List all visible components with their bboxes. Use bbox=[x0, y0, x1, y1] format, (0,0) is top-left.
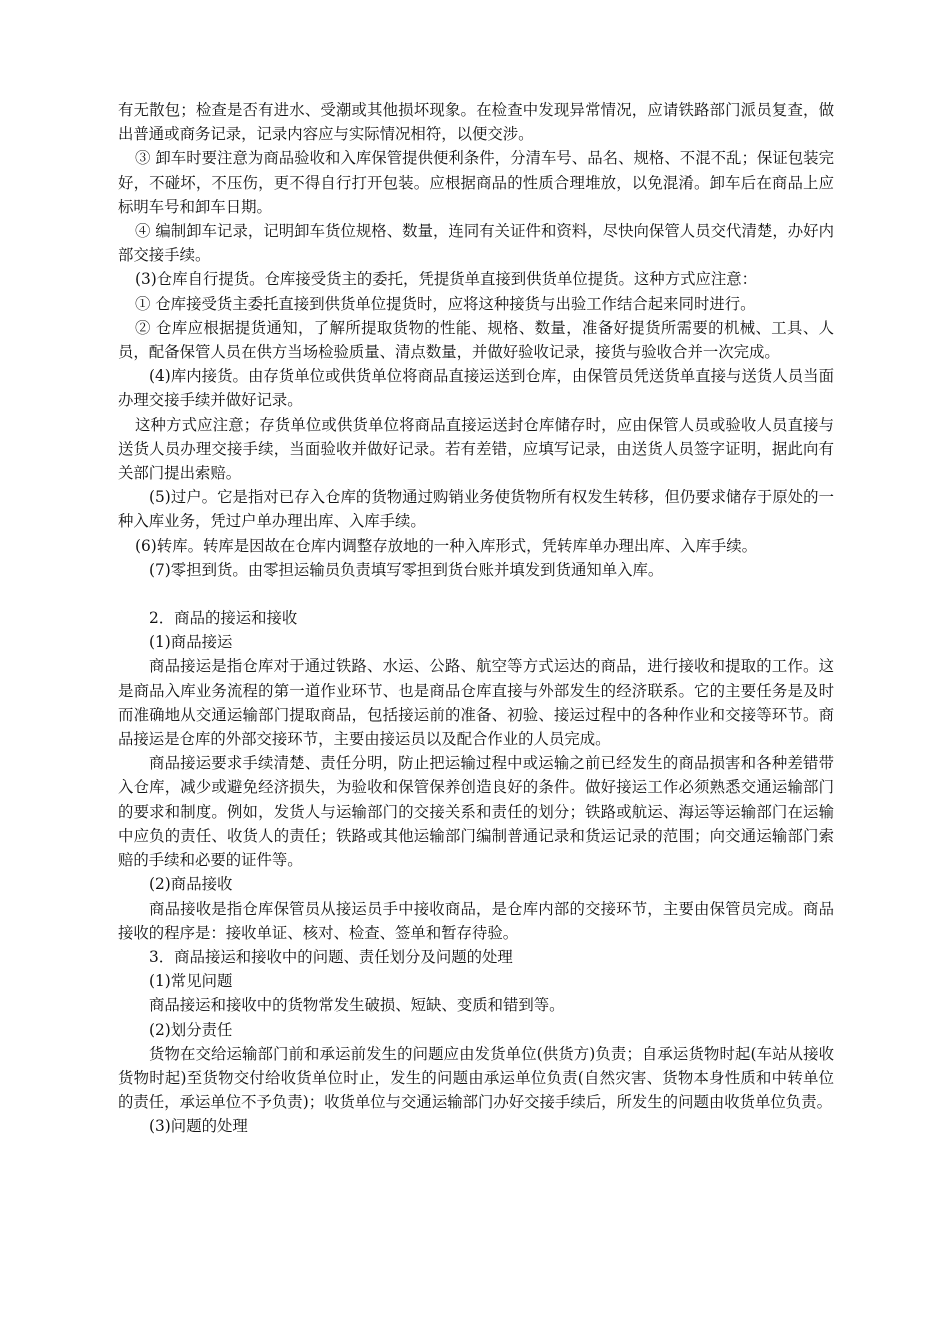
paragraph: (3)仓库自行提货。仓库接受货主的委托，凭提货单直接到供货单位提货。这种方式应注意： bbox=[135, 270, 758, 289]
subsection-heading: (1)商品接运 bbox=[149, 633, 233, 652]
paragraph: (6)转库。转库是因故在仓库内调整存放地的一种入库形式，凭转库单办理出库、入库手续。 bbox=[135, 536, 758, 555]
paragraph: (4)库内接货。由存货单位或供货单位将商品直接运送到仓库，由保管员凭送货单直接与送货人员当面办理交接手续并做好记录。 bbox=[118, 367, 834, 410]
paragraph: (7)零担到货。由零担运输员负责填写零担到货台账并填发到货通知单入库。 bbox=[149, 560, 664, 579]
paragraph-spacer bbox=[118, 582, 834, 606]
paragraph: 这种方式应注意；存货单位或供货单位将商品直接运送封仓库储存时，应由保管人员或验收人员直接与送货人员办理交接手续，当面验收并做好记录。若有差错，应填写记录，由送货人员签字证明，据此向有关部门提出索赔。 bbox=[118, 415, 834, 483]
section-heading: 2．商品的接运和接收 bbox=[149, 609, 298, 628]
paragraph: ① 仓库接受货主委托直接到供货单位提货时，应将这种接货与出验工作结合起来同时进行。 bbox=[135, 294, 756, 313]
paragraph: 商品接运要求手续清楚、责任分明，防止把运输过程中或运输之前已经发生的商品损害和各种差错带入仓库，减少或避免经济损失，为验收和保管保养创造良好的条件。做好接运工作必须熟悉交通运输部门的要求和制度。例如，发货人与运输部门的交接关系和责任的划分；铁路或航运、海运等运输部门在运输中应负的责任、收货人的责任；铁路或其他运输部门编制普通记录和货运记录的范围；向交通运输部门索赔的手续和必要的证件等。 bbox=[118, 754, 834, 870]
paragraph: 商品接收是指仓库保管员从接运员手中接收商品，是仓库内部的交接环节，主要由保管员完成。商品接收的程序是：接收单证、核对、检查、签单和暂存待验。 bbox=[118, 899, 834, 942]
paragraph: ② 仓库应根据提货通知，了解所提取货物的性能、规格、数量，准备好提货所需要的机械、工具、人员，配备保管人员在供方当场检验质量、清点数量，并做好验收记录，接货与验收合并一次完成。 bbox=[118, 318, 834, 362]
paragraph: 货物在交给运输部门前和承运前发生的问题应由发货单位(供货方)负责；自承运货物时起(车站从接收货物时起)至货物交付给收货单位时止，发生的问题由承运单位负责(自然灾害、货物本身性质和中转单位的责任，承运单位不予负责)；收货单位与交通运输部门办好交接手续后，所发生的问题由收货单位负责。 bbox=[118, 1044, 834, 1112]
paragraph: 商品接运和接收中的货物常发生破损、短缺、变质和错到等。 bbox=[149, 996, 565, 1015]
paragraph: 商品接运是指仓库对于通过铁路、水运、公路、航空等方式运达的商品，进行接收和提取的工作。这是商品入库业务流程的第一道作业环节、也是商品仓库直接与外部发生的经济联系。它的主要任务是及时而准确地从交通运输部门提取商品，包括接运前的准备、初验、接运过程中的各种作业和交接等环节。商品接运是仓库的外部交接环节，主要由接运员以及配合作业的人员完成。 bbox=[118, 657, 834, 749]
subsection-heading: (1)常见问题 bbox=[149, 972, 233, 991]
subsection-heading: (2)划分责任 bbox=[149, 1020, 233, 1039]
subsection-heading: (2)商品接收 bbox=[149, 875, 233, 894]
paragraph: ④ 编制卸车记录，记明卸车货位规格、数量，连同有关证件和资料，尽快向保管人员交代清楚，办好内部交接手续。 bbox=[118, 222, 834, 265]
paragraph: ③ 卸车时要注意为商品验收和入库保管提供便利条件，分清车号、品名、规格、不混不乱；保证包装完好，不碰坏，不压伤，更不得自行打开包装。应根据商品的性质合理堆放，以免混淆。卸车后在商品上应标明车号和卸车日期。 bbox=[118, 149, 834, 216]
subsection-heading: (3)问题的处理 bbox=[149, 1117, 248, 1136]
paragraph: (5)过户。它是指对已存入仓库的货物通过购销业务使货物所有权发生转移，但仍要求储存于原处的一种入库业务，凭过户单办理出库、入库手续。 bbox=[118, 488, 834, 531]
paragraph: 有无散包；检查是否有进水、受潮或其他损坏现象。在检查中发现异常情况，应请铁路部门派员复查，做出普通或商务记录，记录内容应与实际情况相符，以便交涉。 bbox=[118, 101, 834, 144]
section-heading: 3．商品接运和接收中的问题、责任划分及问题的处理 bbox=[149, 947, 513, 966]
